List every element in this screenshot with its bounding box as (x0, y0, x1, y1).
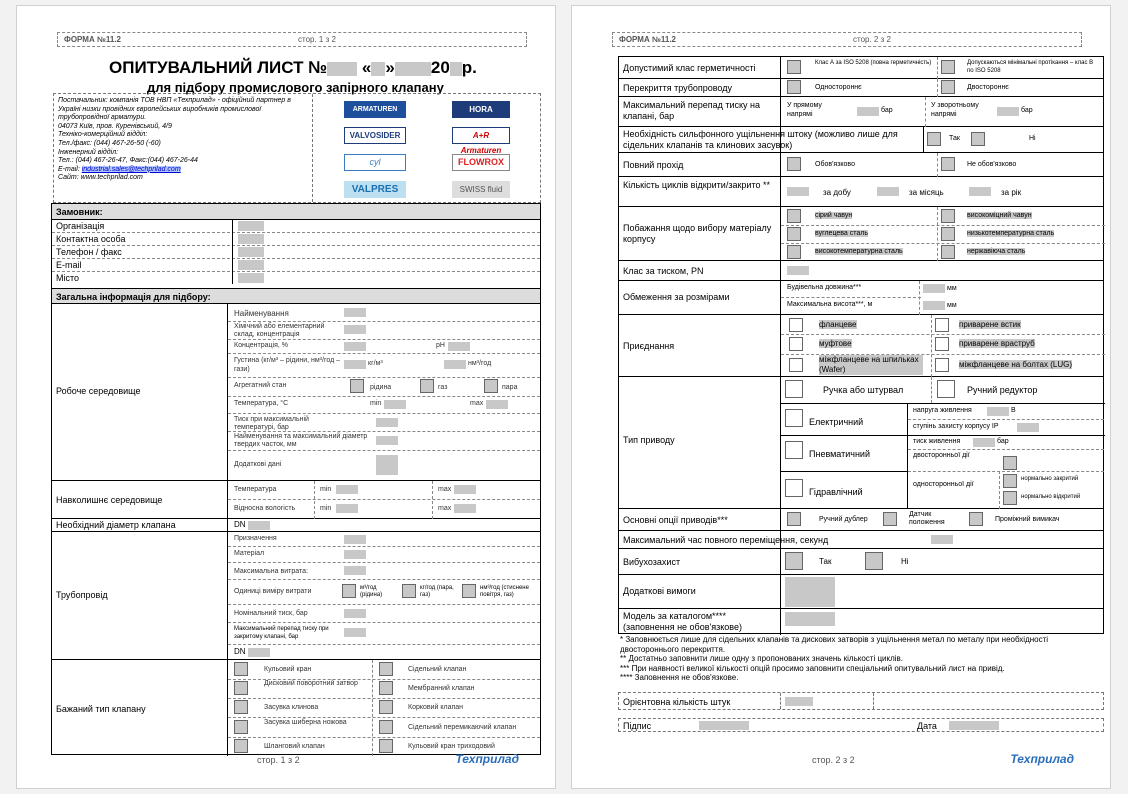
phone-input[interactable] (238, 247, 264, 257)
pipeline-section: Трубопровід Призначення Матеріал Максимальна витрата: Одиниці виміру витрати м³/год (рідина) кг/год (пара, газ) нм³/год (стиснене повітря, газ) Номінальний тиск, бар Максимальний перепад тиску при закритому клапані, бар DN (52, 532, 540, 660)
pipe-material-input[interactable] (344, 550, 366, 559)
dp-reverse-input[interactable] (997, 107, 1019, 116)
temp-max-input[interactable] (486, 400, 508, 409)
subtitle: для підбору промислового запірного клапану (147, 80, 444, 95)
drive-row: Тип приводу Ручка або штурвал Ручний редуктор Електричний напруга живлення В ступінь захисту корпусу IP Пневматичний тиск живлення бар двосторонньої дії односторонньої дії нормально закритий нормально відкритий Гідравлічний (619, 377, 1103, 509)
valve-switch-checkbox[interactable] (379, 720, 393, 734)
brand-logo: SWISS fluid (452, 181, 510, 198)
unit-kg-checkbox[interactable] (402, 584, 416, 598)
opt-switch-checkbox[interactable] (969, 512, 983, 526)
conn-socket-checkbox[interactable] (935, 337, 949, 351)
pipe-dn-input[interactable] (248, 648, 270, 657)
opt-manual-checkbox[interactable] (787, 512, 801, 526)
drive-manual-checkbox[interactable] (785, 380, 803, 398)
quantity-row: Орієнтовна кількість штук (618, 692, 1104, 710)
cycles-month-input[interactable] (877, 187, 899, 196)
page-1 (16, 5, 556, 789)
one-side-checkbox[interactable] (787, 80, 801, 94)
class-a-checkbox[interactable] (787, 60, 801, 74)
full-nmand-checkbox[interactable] (941, 157, 955, 171)
ex-row: Вибухозахист Так Ні (619, 549, 1103, 575)
form-header: ФОРМА №11.2 стор. 2 з 2 (612, 32, 1082, 47)
date-input[interactable] (949, 721, 999, 730)
mat-stainless-checkbox[interactable] (941, 245, 955, 259)
opt-sensor-checkbox[interactable] (883, 512, 897, 526)
no-checkbox[interactable] (1003, 491, 1017, 505)
conn-wafer-checkbox[interactable] (789, 358, 803, 372)
conn-thread-checkbox[interactable] (789, 337, 803, 351)
brand-logo: A+R Armaturen (452, 127, 510, 144)
time-input[interactable] (931, 535, 953, 544)
mat-grey-iron-checkbox[interactable] (787, 209, 801, 223)
env-humid-min-input[interactable] (336, 504, 358, 513)
model-row: Модель за каталогом**** (заповнення не обов'язкове) (619, 609, 1103, 635)
valve-globe-checkbox[interactable] (379, 662, 393, 676)
page-label: стор. 1 з 2 (298, 35, 336, 44)
double-acting-checkbox[interactable] (1003, 456, 1017, 470)
composition-input[interactable] (344, 325, 366, 334)
conn-flange-checkbox[interactable] (789, 318, 803, 332)
page-2 (571, 5, 1111, 789)
extra-row: Додаткові вимоги (619, 575, 1103, 609)
options-row: Основні опції приводів*** Ручний дублер Датчик положення Проміжний вимикач (619, 509, 1103, 531)
email-link[interactable]: industrial.sales@techprilad.com (81, 165, 181, 173)
max-dp-input[interactable] (344, 628, 366, 637)
day-field[interactable] (371, 62, 385, 76)
bellow-no-checkbox[interactable] (971, 132, 985, 146)
drive-hydraulic-checkbox[interactable] (785, 479, 803, 497)
mat-hightemp-checkbox[interactable] (787, 245, 801, 259)
nc-checkbox[interactable] (1003, 474, 1017, 488)
cycles-year-input[interactable] (969, 187, 991, 196)
signature-input[interactable] (699, 721, 749, 730)
mat-lowtemp-checkbox[interactable] (941, 227, 955, 241)
tightness-row: Допустимий клас герметичності Клас А за ISO 5208 (повна герметичність) Допускаються мінімальні протікання – клас В по ISO 5208 (619, 57, 1103, 79)
env-temp-max-input[interactable] (454, 485, 476, 494)
drive-gear-checkbox[interactable] (937, 380, 955, 398)
organization-input[interactable] (238, 221, 264, 231)
brand-logo: HORA (452, 101, 510, 118)
particles-input[interactable] (376, 436, 398, 445)
material-row: Побажання щодо вибору матеріалу корпусу сірий чавун високоміцний чавун вуглецева сталь низькотемпературна сталь високотемпературна сталь нержавіюча сталь (619, 207, 1103, 261)
conn-butt-checkbox[interactable] (935, 318, 949, 332)
valve-butterfly-checkbox[interactable] (234, 681, 248, 695)
email-input[interactable] (238, 260, 264, 270)
brand-logo: ARMATUREN (344, 101, 406, 118)
pipe-purpose-input[interactable] (344, 535, 366, 544)
voltage-input[interactable] (987, 407, 1009, 416)
cycles-row: Кількість циклів відкрити/закрито ** за добу за місяць за рік (619, 177, 1103, 207)
customer-fields: Організація Контактна особа Телефон / факс E-mail Місто (52, 220, 540, 284)
month-field[interactable] (395, 62, 431, 76)
diameter-input[interactable] (248, 521, 270, 530)
unit-nm3-checkbox[interactable] (462, 584, 476, 598)
class-b-checkbox[interactable] (941, 60, 955, 74)
ip-input[interactable] (1017, 423, 1039, 432)
size-row: Обмеження за розмірами Будівельна довжина*** мм Максимальна висота***, м мм (619, 281, 1103, 315)
signature-row: Підпис Дата (618, 718, 1104, 732)
contact-input[interactable] (238, 234, 264, 244)
valve-ball-checkbox[interactable] (234, 662, 248, 676)
state-gas-checkbox[interactable] (420, 379, 434, 393)
form-header (57, 32, 527, 47)
bellow-yes-checkbox[interactable] (927, 132, 941, 146)
cycles-day-input[interactable] (787, 187, 809, 196)
bellow-row: Необхідність сильфонного ущільнення штоку (можливо лише для сідельних клапанів та клинових засувок) Так Ні (619, 127, 1103, 153)
brand-logo: cyl (344, 154, 406, 171)
connection-row: Приєднання фланцеве приварене встик муфтове приварене враструб міжфланцеве на шпильках (Wafer) міжфланцеве на болтах (LUG) (619, 315, 1103, 377)
brand-logo: VALVOSIDER (344, 127, 406, 144)
full-mand-checkbox[interactable] (787, 157, 801, 171)
ph-input[interactable] (448, 342, 470, 351)
env-humid-max-input[interactable] (454, 504, 476, 513)
shutoff-row: Перекриття трубопроводу Одностороннє Двостороннє (619, 79, 1103, 97)
form-number: ФОРМА №11.2 (64, 35, 121, 44)
medium-name-input[interactable] (344, 308, 366, 317)
company-logo: Техприлад (1010, 752, 1074, 766)
state-steam-checkbox[interactable] (484, 379, 498, 393)
brand-logo: VALPRES (344, 181, 406, 198)
length-input[interactable] (923, 284, 945, 293)
nominal-pressure-input[interactable] (344, 609, 366, 618)
two-side-checkbox[interactable] (941, 80, 955, 94)
model-input[interactable] (785, 612, 835, 626)
pn-input[interactable] (787, 266, 809, 275)
main-table-2 (618, 56, 1104, 634)
density-gas-input[interactable] (444, 360, 466, 369)
conn-lug-checkbox[interactable] (935, 358, 949, 372)
pn-row: Клас за тиском, PN (619, 261, 1103, 281)
valve-diaphragm-checkbox[interactable] (379, 681, 393, 695)
ex-yes-checkbox[interactable] (785, 552, 803, 570)
valve-wedge-checkbox[interactable] (234, 700, 248, 714)
quantity-input[interactable] (785, 697, 813, 706)
temp-min-input[interactable] (384, 400, 406, 409)
unit-m3-checkbox[interactable] (342, 584, 356, 598)
valve-knife-checkbox[interactable] (234, 720, 248, 734)
supplier-info: Постачальник: компанія ТОВ НВП «Техприлад» - офіційний партнер в Україні низки провідних європейських виробників промислової трубопровідної арматури. 04073 Київ, пров. Куренівський, 4/9 Техніко-комерційний відділ: Тел./факс: (044) 467-26-50 (-60) Інженерний відділ: Тел.: (044) 467-26-47, Факс:(044) 467-26-44 E-mail: industrial.sales@techprilad.com Сайт: www.techprilad.com (58, 97, 291, 182)
drive-pneumatic-checkbox[interactable] (785, 441, 803, 459)
page-title: ОПИТУВАЛЬНИЙ ЛИСТ № « » 20 р. (109, 58, 477, 77)
environment-section: Навколишнє середовище Температура min max Відносна вологість min max (52, 481, 540, 519)
medium-section: Робоче середовище Найменування Хімічний або елементарний склад, концентрація Концентрація, % pH Густина (кг/м³ – рідини, нм³/год – гази) кг/м³ нм³/год Агрегатний стан рідина газ пара Температура, °С min max Тиск при максимальній температурі, бар Найменування та максимальний діаметр твердих часток, мм Додаткові дані (52, 304, 540, 481)
number-field[interactable] (327, 62, 357, 76)
time-row: Максимальний час повного переміщення, секунд (619, 531, 1103, 549)
general-header: Загальна інформація для підбору: (52, 288, 540, 304)
env-temp-min-input[interactable] (336, 485, 358, 494)
valve-type-section: Бажаний тип клапану Кульовий кран Дисковий поворотний затвор Засувка клинова Засувка шиберна ножова Шланговий клапан Сідельний клапан Мембранний клапан Корковий клапан Сідельний перемикаючий клапан Кульовий кран триходовий (52, 660, 540, 756)
mat-carbon-checkbox[interactable] (787, 227, 801, 241)
density-liquid-input[interactable] (344, 360, 366, 369)
customer-header: Замовник: (52, 204, 540, 220)
diameter-row: Необхідний діаметр клапана DN (52, 519, 540, 532)
concentration-input[interactable] (344, 342, 366, 351)
ex-no-checkbox[interactable] (865, 552, 883, 570)
drive-electric-checkbox[interactable] (785, 409, 803, 427)
additional-data-input[interactable] (376, 455, 398, 475)
page-footer: стор. 1 з 2 Техприлад (257, 752, 519, 766)
dp-forward-input[interactable] (857, 107, 879, 116)
supplier-block (53, 93, 541, 203)
city-input[interactable] (238, 273, 264, 283)
page-footer: стор. 2 з 2 Техприлад (812, 752, 1074, 766)
company-logo: Техприлад (455, 752, 519, 766)
brand-logo: FLOWROX (452, 154, 510, 171)
extra-input[interactable] (785, 577, 835, 607)
state-liquid-checkbox[interactable] (350, 379, 364, 393)
pressure-input[interactable] (376, 418, 398, 427)
full-bore-row: Повний прохід Обов'язково Не обов'язково (619, 153, 1103, 177)
valve-plug-checkbox[interactable] (379, 700, 393, 714)
dp-row: Максимальний перепад тиску на клапані, бар У прямому напрямі бар У зворотньому напрямі бар (619, 97, 1103, 127)
height-input[interactable] (923, 301, 945, 310)
supply-pressure-input[interactable] (973, 438, 995, 447)
footnotes: * Заповнюється лише для сідельних клапанів та дискових затворів з ущільнення метал по металу при необхідності двостороннього перекриття. ** Достатньо заповнити лише одну з пропонованих значень кількості циклів. *** При наявності великої кількості опцій просимо заповнити спеціальний опитувальний лист на привід. **** Заповнення не обов'язкове. (620, 635, 1049, 682)
year-field[interactable] (450, 62, 462, 76)
main-table (51, 203, 541, 755)
max-flow-input[interactable] (344, 566, 366, 575)
mat-ductile-checkbox[interactable] (941, 209, 955, 223)
